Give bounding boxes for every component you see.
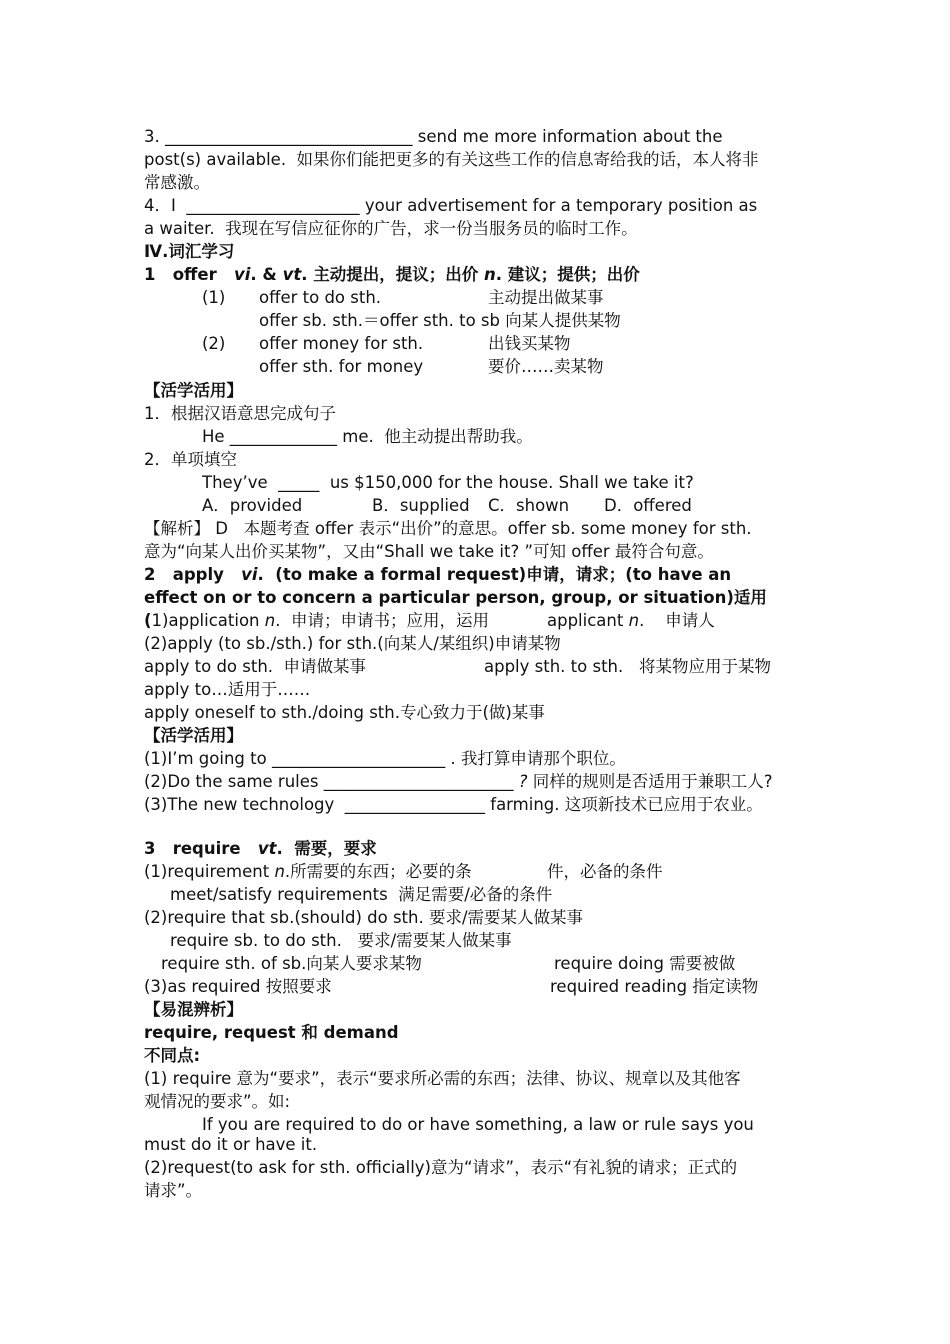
analysis-line1: 【解析】 D 本题考查 offer 表示“出价”的意思。offer sb. some money for sth. xyxy=(144,519,752,538)
offer-item-cn: 出钱买某物 xyxy=(488,334,571,353)
require-line5a: require sth. of sb.向某人要求某物 xyxy=(161,954,422,973)
apply-l1-meaning: . 申请；申请书；应用，运用 xyxy=(275,611,489,630)
require-meaning: . 需要，要求 xyxy=(276,839,377,858)
apply-p2-qmark: ? xyxy=(518,772,528,791)
offer-amp: . & xyxy=(250,265,283,284)
q3-line3: 常感激。 xyxy=(144,173,210,192)
offer-num: 1 xyxy=(144,265,156,284)
apply-line3a: apply to do sth. 申请做某事 xyxy=(144,657,367,676)
offer-item-en: offer to do sth. xyxy=(259,288,382,307)
apply-practice-2 xyxy=(144,770,773,793)
practice-1-title: 1．根据汉语意思完成句子 xyxy=(144,404,336,423)
require-heading xyxy=(144,837,377,860)
apply-line2: (2)apply (to sb./sth.) for sth.(向某人/某组织)申请某物 xyxy=(144,634,561,653)
offer-word: offer xyxy=(172,265,217,284)
q4-line1: 4．I _____________________ your advertisement for a temporary position as xyxy=(144,196,758,215)
requirement-pos: n xyxy=(274,862,285,881)
offer-heading xyxy=(144,263,640,286)
option-b: B．supplied xyxy=(372,496,470,515)
offer-item-num: (2) xyxy=(202,334,226,353)
confuse-words: require, request 和 demand xyxy=(144,1023,399,1042)
apply-heading xyxy=(144,563,731,586)
applicant-word: applicant xyxy=(547,611,629,630)
require-line6a: (3)as required 按照要求 xyxy=(144,977,332,996)
offer-item-en: offer sb. sth.＝offer sth. to sb 向某人提供某物 xyxy=(259,311,621,330)
apply-num: 2 xyxy=(144,565,156,584)
diff-1-line1: (1) require 意为“要求”，表示“要求所必需的东西；法律、协议、规章以及其他客 xyxy=(144,1069,741,1088)
analysis-line2: 意为“向某人出价买某物”，又由“Shall we take it? ”可知 offer 最符合句意。 xyxy=(144,542,714,561)
practice-title: 【活学活用】 xyxy=(144,726,243,745)
q4-line2: a waiter. 我现在写信应征你的广告，求一份当服务员的临时工作。 xyxy=(144,219,638,238)
require-pos: vt xyxy=(257,839,277,858)
apply-line1 xyxy=(144,609,489,632)
offer-pos-vi: vi xyxy=(233,265,251,284)
apply-word: apply xyxy=(172,565,224,584)
require-line4: require sb. to do sth. 要求/需要某人做某事 xyxy=(170,931,512,950)
offer-item-en: offer sth. for money xyxy=(259,357,424,376)
require-word: require xyxy=(172,839,241,858)
practice-2-title: 2．单项填空 xyxy=(144,450,237,469)
diff-2-line2: 请求”。 xyxy=(144,1181,203,1200)
section-heading: Ⅳ.词汇学习 xyxy=(144,242,235,261)
require-line6b: required reading 指定读物 xyxy=(550,977,759,996)
diff-title: 不同点: xyxy=(144,1046,201,1065)
require-num: 3 xyxy=(144,839,156,858)
require-line1-cont: 件，必备的条件 xyxy=(547,862,663,881)
apply-p2-text: (2)Do the same rules _______________________ xyxy=(144,772,519,791)
require-line2: meet/satisfy requirements 满足需要/必备的条件 xyxy=(170,885,553,904)
option-a: A．provided xyxy=(202,496,303,515)
apply-l1-pos: n xyxy=(264,611,276,630)
offer-pos-vt: vt xyxy=(282,265,302,284)
apply-paren: ( xyxy=(144,611,152,630)
require-line3: (2)require that sb.(should) do sth. 要求/需要某人做某事 xyxy=(144,908,584,927)
practice-1-sentence: He _____________ me. 他主动提出帮助我。 xyxy=(202,427,533,446)
applicant-meaning: . 申请人 xyxy=(639,611,715,630)
offer-meaning2: . 建议；提供；出价 xyxy=(495,265,640,284)
offer-item-en: offer money for sth. xyxy=(259,334,424,353)
apply-heading-line2: effect on or to concern a particular person, group, or situation)适用 xyxy=(144,588,767,607)
confuse-title: 【易混辨析】 xyxy=(144,1000,243,1019)
apply-line4: apply to…适用于…… xyxy=(144,680,311,699)
require-line1 xyxy=(144,860,472,883)
apply-l1-word: 1)application xyxy=(151,611,265,630)
option-d: D．offered xyxy=(604,496,692,515)
q3-line2: post(s) available. 如果你们能把更多的有关这些工作的信息寄给我的话，本人将非 xyxy=(144,150,759,169)
apply-practice-1: (1)I’m going to _____________________ . 我打算申请那个职位。 xyxy=(144,749,626,768)
option-c: C．shown xyxy=(488,496,570,515)
offer-item-cn: 主动提出做某事 xyxy=(488,288,604,307)
applicant-pos: n xyxy=(628,611,640,630)
diff-1-example2: must do it or have it. xyxy=(144,1135,318,1154)
apply-line1-right xyxy=(547,609,715,632)
offer-meaning1: . 主动提出，提议；出价 xyxy=(301,265,484,284)
offer-item-cn: 要价……卖某物 xyxy=(488,357,604,376)
offer-pos-n: n xyxy=(483,265,496,284)
apply-meaning: . (to make a formal request)申请，请求；(to have an xyxy=(257,565,732,584)
apply-line3b: apply sth. to sth. 将某物应用于某物 xyxy=(484,657,771,676)
apply-practice-3: (3)The new technology _________________ farming. 这项新技术已应用于农业。 xyxy=(144,795,763,814)
practice-2-sentence: They’ve _____ us $150,000 for the house. Shall we take it? xyxy=(202,473,694,492)
practice-title: 【活学活用】 xyxy=(144,381,243,400)
requirement-word: (1)requirement xyxy=(144,862,275,881)
q3-line1: 3. ______________________________ send me more information about the xyxy=(144,127,723,146)
apply-line5: apply oneself to sth./doing sth.专心致力于(做)某事 xyxy=(144,703,545,722)
diff-1-line2: 观情况的要求”。如: xyxy=(144,1092,291,1111)
offer-item-num: (1) xyxy=(202,288,226,307)
diff-1-example1: If you are required to do or have something, a law or rule says you xyxy=(202,1115,754,1134)
requirement-meaning: .所需要的东西；必要的条 xyxy=(284,862,472,881)
apply-pos: vi xyxy=(241,565,258,584)
apply-p2-cn: 同样的规则是否适用于兼职工人? xyxy=(527,772,773,791)
diff-2-line1: (2)request(to ask for sth. officially)意为“请求”，表示“有礼貌的请求；正式的 xyxy=(144,1158,738,1177)
require-line5b: require doing 需要被做 xyxy=(554,954,736,973)
